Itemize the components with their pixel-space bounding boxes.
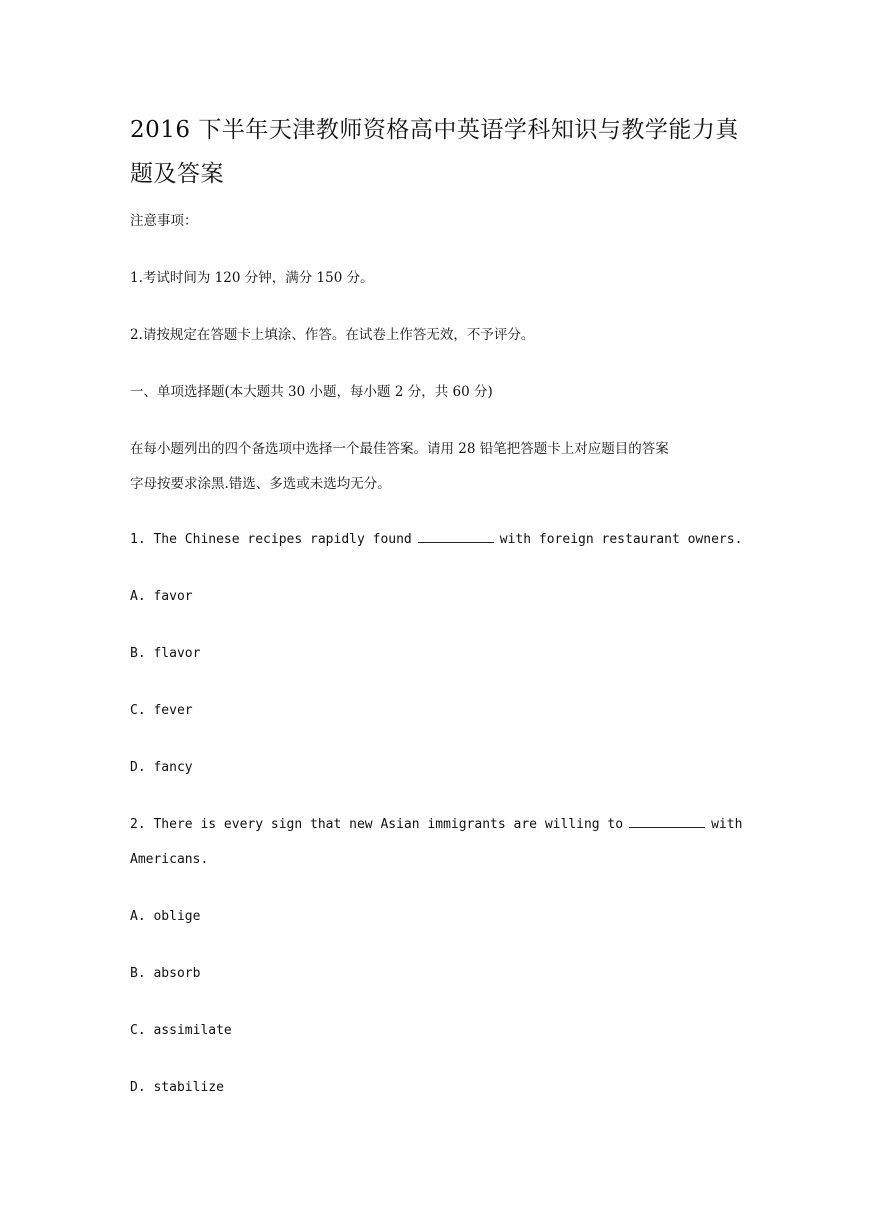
- question-1-option-b: B. flavor: [130, 646, 201, 661]
- question-1-option-c: C. fever: [130, 703, 193, 718]
- section-heading: 一、单项选择题(本大题共 30 小题，每小题 2 分，共 60 分): [130, 384, 493, 400]
- question-2-stem-continuation: Americans.: [130, 852, 209, 867]
- question-1-stem-start: 1. The Chinese recipes rapidly found: [130, 532, 412, 547]
- question-2-stem-start: 2. There is every sign that new Asian immigrants are willing to: [130, 817, 624, 832]
- answer-blank: [418, 530, 494, 543]
- question-1-stem: [130, 530, 742, 550]
- question-2-option-a: A. oblige: [130, 909, 201, 924]
- title-line-1: 2016 下半年天津教师资格高中英语学科知识与教学能力真: [130, 117, 739, 143]
- question-2-stem: [130, 815, 742, 835]
- instruction-line-2: 字母按要求涂黑.错选、多选或未选均无分。: [130, 476, 391, 492]
- notice-item-2: 2.请按规定在答题卡上填涂、作答。在试卷上作答无效，不予评分。: [130, 327, 535, 343]
- answer-blank: [629, 815, 705, 828]
- question-1-option-d: D. fancy: [130, 760, 193, 775]
- question-2-option-b: B. absorb: [130, 966, 201, 981]
- question-2-option-d: D. stabilize: [130, 1080, 224, 1095]
- notice-heading: 注意事项：: [130, 213, 198, 229]
- instruction-line-1: 在每小题列出的四个备选项中选择一个最佳答案。请用 28 铅笔把答题卡上对应题目的答案: [130, 441, 669, 457]
- question-2-option-c: C. assimilate: [130, 1023, 232, 1038]
- question-2-stem-end: with: [711, 817, 743, 832]
- question-1-stem-end: with foreign restaurant owners.: [499, 532, 743, 547]
- question-1-option-a: A. favor: [130, 589, 193, 604]
- notice-item-1: 1.考试时间为 120 分钟，满分 150 分。: [130, 270, 374, 286]
- document-title: [130, 108, 750, 196]
- title-line-2: 题及答案: [130, 161, 224, 187]
